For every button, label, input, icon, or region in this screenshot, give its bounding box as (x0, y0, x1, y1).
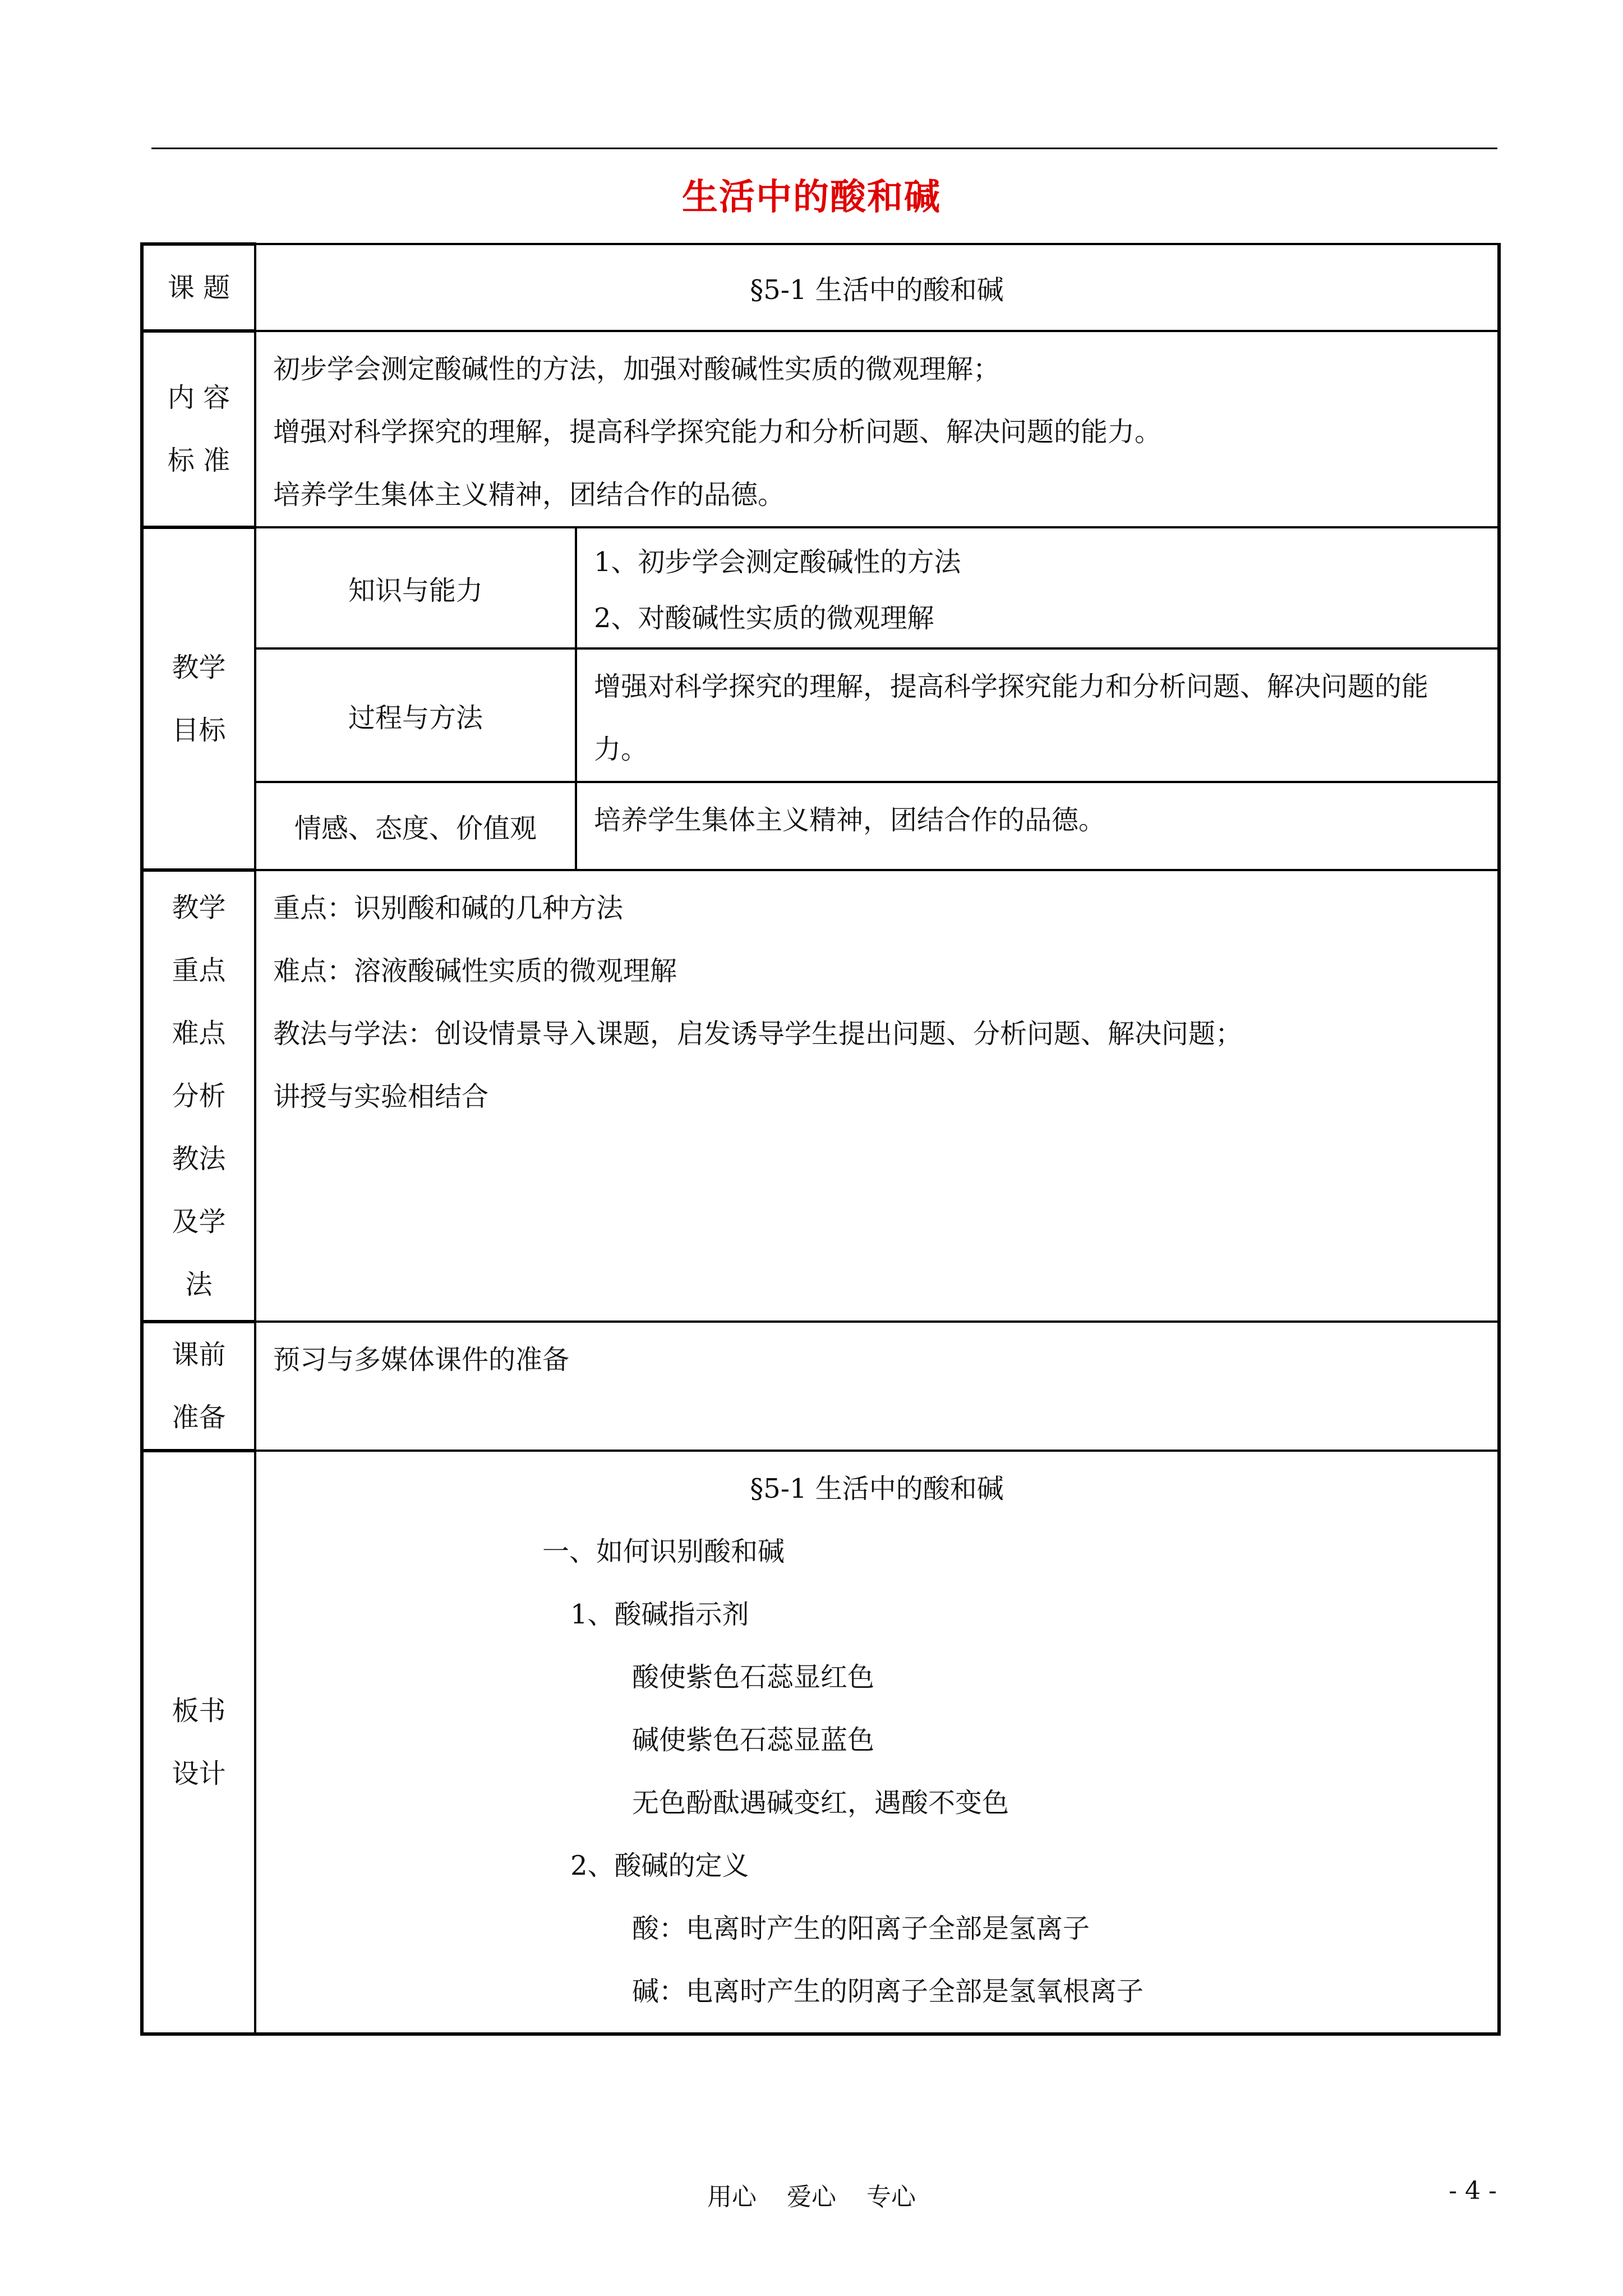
label-line: 分析 (172, 1080, 226, 1112)
standards-line: 增强对科学探究的理解，提高科学探究能力和分析问题、解决问题的能力。 (273, 416, 1162, 448)
objective-line: 1、初步学会测定酸碱性的方法 (594, 546, 961, 578)
row-topic (142, 244, 1499, 331)
label-line: 课前 (172, 1339, 226, 1370)
key-points-body (255, 870, 1499, 1322)
document-title: 生活中的酸和碱 (682, 176, 941, 218)
label-line: 重点 (172, 954, 226, 986)
footer-slogan: 用心 爱心 专心 (707, 2183, 916, 2211)
label-line: 难点 (172, 1017, 226, 1049)
row-board-design (142, 1451, 1499, 2034)
objective-line: 增强对科学探究的理解，提高科学探究能力和分析问题、解决问题的能 (594, 671, 1429, 702)
objectives-cell (255, 527, 1499, 870)
objective-knowledge (256, 528, 1500, 648)
key-point-line: 讲授与实验相结合 (273, 1081, 489, 1112)
objective-label: 知识与能力 (256, 528, 576, 648)
label-line: 内 容 (167, 382, 230, 413)
key-point-line: 教法与学法：创设情景导入课题，启发诱导学生提出问题、分析问题、解决问题； (273, 1018, 1243, 1050)
label-line: 法 (185, 1268, 213, 1300)
header-rule (151, 148, 1497, 149)
board-line: 酸使紫色石蕊显红色 (632, 1662, 875, 1693)
objective-line: 2、对酸碱性实质的微观理解 (594, 602, 934, 634)
preparation-body (255, 1322, 1499, 1451)
board-section: 一、如何识别酸和碱 (542, 1536, 785, 1567)
label-key-points (142, 870, 255, 1322)
board-line: 碱：电离时产生的阴离子全部是氢氧根离子 (632, 1976, 1144, 2007)
label-line: 标 准 (167, 445, 230, 476)
objective-line: 培养学生集体主义精神，团结合作的品德。 (594, 804, 1106, 836)
objective-body (576, 648, 1500, 782)
objectives-table (256, 528, 1500, 869)
label-board-design (142, 1451, 255, 2034)
label-topic: 课 题 (142, 244, 255, 331)
objective-process (256, 648, 1500, 782)
label-line: 教法 (172, 1143, 226, 1175)
board-design-body (255, 1451, 1499, 2034)
label-line: 教学 (172, 651, 226, 683)
board-line: 无色酚酞遇碱变红，遇酸不变色 (632, 1787, 1009, 1819)
objective-label: 过程与方法 (256, 648, 576, 782)
label-line: 目标 (172, 714, 226, 746)
objective-body (576, 782, 1500, 869)
row-teaching-objectives (142, 527, 1499, 870)
board-subsection: 1、酸碱指示剂 (570, 1599, 749, 1630)
label-preparation (142, 1322, 255, 1451)
row-preparation (142, 1322, 1499, 1451)
content-standards-body (255, 331, 1499, 527)
label-line: 设计 (172, 1758, 226, 1789)
topic-value: §5-1 生活中的酸和碱 (255, 244, 1499, 331)
label-line: 及学 (172, 1205, 226, 1237)
page-number: - 4 - (1449, 2177, 1497, 2205)
label-teaching-objectives (142, 527, 255, 870)
standards-line: 培养学生集体主义精神，团结合作的品德。 (273, 479, 785, 510)
board-line: 碱使紫色石蕊显蓝色 (632, 1724, 875, 1756)
label-line: 教学 (172, 891, 226, 923)
preparation-line: 预习与多媒体课件的准备 (273, 1344, 570, 1375)
objective-label: 情感、态度、价值观 (256, 782, 576, 869)
key-point-line: 重点：识别酸和碱的几种方法 (273, 892, 624, 924)
standards-line: 初步学会测定酸碱性的方法，加强对酸碱性实质的微观理解； (273, 353, 1000, 385)
board-subsection: 2、酸碱的定义 (570, 1850, 749, 1881)
lesson-plan-table (140, 242, 1501, 2036)
objective-body (576, 528, 1500, 648)
objective-emotion (256, 782, 1500, 869)
key-point-line: 难点：溶液酸碱性实质的微观理解 (273, 955, 677, 987)
objective-line: 力。 (594, 734, 648, 765)
board-line: 酸：电离时产生的阳离子全部是氢离子 (632, 1913, 1090, 1944)
row-key-points (142, 870, 1499, 1322)
board-heading: §5-1 生活中的酸和碱 (750, 1473, 1004, 1504)
label-line: 板书 (172, 1695, 226, 1727)
row-content-standards (142, 331, 1499, 527)
label-content-standards (142, 331, 255, 527)
label-line: 准备 (172, 1402, 226, 1433)
